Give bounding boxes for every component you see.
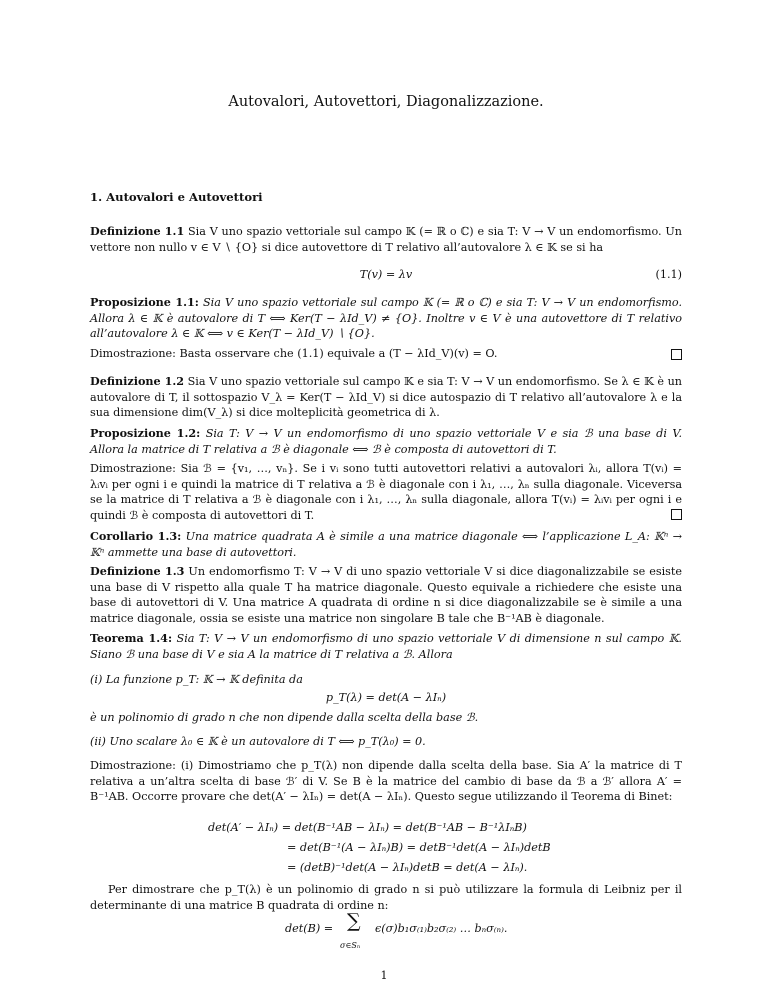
theorem-item-i: (i) La funzione p_T: 𝕂 → 𝕂 definita da — [90, 673, 303, 686]
theorem-1-4 — [90, 631, 682, 662]
summation-symbol: ∑ — [347, 910, 361, 932]
definition-label: Definizione 1.2 — [90, 374, 185, 388]
page-number: 1 — [380, 969, 388, 982]
equation-body: T(v) = λv — [359, 268, 413, 281]
qed-symbol — [671, 509, 682, 520]
proposition-text: Sia V uno spazio vettoriale sul campo 𝕂 (= ℝ o ℂ) e sia T: V → V un endomorfismo. Allora λ ∈ 𝕂 è autovalore di T ⟺ Ker(T − λId_V) ≠ {O}. Inoltre v ∈ V è una autovettore di T relativo all’autovalore λ ∈ 𝕂 ⟺ v ∈ Ker(T − λId_V) ∖ {O}. — [90, 296, 683, 341]
definition-text: Sia V uno spazio vettoriale sul campo 𝕂 (= ℝ o ℂ) e sia T: V → V un endomorfismo. Un vettore non nullo v ∈ V ∖ {O} si dice autovettore di T relativo all’autovalore λ ∈ 𝕂 se si ha — [90, 225, 682, 254]
leibniz-intro: Per dimostrare che p_T(λ) è un polinomio di grado n si può utilizzare la formula di Leibniz per il determinante di una matrice B quadrata di ordine n: — [90, 883, 682, 912]
leibniz-rhs: ϵ(σ)b₁σ₍₁₎b₂σ₍₂₎ … bₙσ₍ₙ₎. — [375, 922, 508, 935]
binet-line-3: = (detB)⁻¹det(A − λIₙ)detB = det(A − λIₙ). — [287, 861, 528, 874]
equation-1-1 — [90, 267, 682, 283]
theorem-item-i-continued: è un polinomio di grado n che non dipende dalla scelta della base ℬ. — [90, 711, 479, 724]
theorem-text: Sia T: V → V un endomorfismo di uno spazio vettoriale V di dimensione n sul campo 𝕂. Siano ℬ una base di V e sia A la matrice di T relativa a ℬ. Allora — [90, 632, 682, 661]
corollary-label: Corollario 1.3: — [90, 529, 182, 543]
proposition-1-1 — [90, 295, 682, 342]
qed-symbol — [671, 349, 682, 360]
binet-line-2: = det(B⁻¹(A − λIₙ)B) = detB⁻¹det(A − λIₙ)detB — [287, 841, 551, 854]
proposition-text: Sia T: V → V un endomorfismo di uno spazio vettoriale V e sia ℬ una base di V. Allora la matrice di T relativa a ℬ è diagonale ⟺ ℬ è composta di autovettori di T. — [90, 427, 683, 456]
proposition-1-2 — [90, 426, 682, 457]
theorem-item-i-equation: p_T(λ) = det(A − λIₙ) — [325, 691, 447, 704]
definition-label: Definizione 1.3 — [90, 564, 185, 578]
proposition-label: Proposizione 1.2: — [90, 426, 201, 440]
proof-text: Dimostrazione: Basta osservare che (1.1) equivale a (T − λId_V)(v) = O. — [90, 347, 498, 360]
proof-1-4: Dimostrazione: (i) Dimostriamo che p_T(λ) non dipende dalla scelta della base. Sia A′ la matrice di T relativa a un’altra scelta di base ℬ′ di V. Se B è la matrice del cambio di base da ℬ a ℬ′ allora A′ = B⁻¹AB. Occorre provare che det(A′ − λIₙ) = det(A − λIₙ). Questo segue utilizzando il Teorema di Binet: — [90, 759, 682, 804]
definition-1-1 — [90, 224, 682, 255]
proof-1-2 — [90, 461, 682, 523]
corollary-text: Una matrice quadrata A è simile a una matrice diagonale ⟺ l’applicazione L_A: 𝕂ⁿ → 𝕂ⁿ ammette una base di autovettori. — [90, 530, 682, 559]
definition-1-3 — [90, 564, 682, 626]
corollary-1-3 — [90, 529, 682, 560]
definition-1-2 — [90, 374, 682, 421]
definition-text: Un endomorfismo T: V → V di uno spazio vettoriale V si dice diagonalizzabile se esiste una base di V rispetto alla quale T ha matrice diagonale. Questo equivale a richiedere che esiste una base di autovettori di V. Una matrice A quadrata di ordine n si dice diagonalizzabile se è simile a una matrice diagonale, ossia se esiste una matrice non singolare B tale che B⁻¹AB è diagonale. — [90, 565, 683, 625]
proposition-label: Proposizione 1.1: — [90, 295, 199, 309]
section-heading: 1. Autovalori e Autovettori — [90, 190, 263, 204]
theorem-item-ii: (ii) Uno scalare λ₀ ∈ 𝕂 è un autovalore di T ⟺ p_T(λ₀) = 0. — [90, 735, 426, 748]
equation-number: (1.1) — [655, 268, 682, 281]
proof-text: Dimostrazione: Sia ℬ = {v₁, …, vₙ}. Se i vᵢ sono tutti autovettori relativi a autovalori λᵢ, allora T(vᵢ) = λᵢvᵢ per ogni i e quindi la matrice di T relativa a ℬ è diagonale con i λ₁, …, λₙ sulla diagonale. Viceversa se la matrice di T relativa a ℬ è diagonale con i λ₁, …, λₙ sulla diagonale, allora T(vᵢ) = λᵢvᵢ per ogni i e quindi ℬ è composta di autovettori di T. — [90, 462, 682, 522]
definition-text: Sia V uno spazio vettoriale sul campo 𝕂 e sia T: V → V un endomorfismo. Se λ ∈ 𝕂 è un autovalore di T, il sottospazio V_λ = Ker(T − λId_V) si dice autospazio di T relativo all’autovalore λ e la sua dimensione dim(V_λ) si dice molteplicità geometrica di λ. — [90, 375, 683, 420]
binet-line-1: det(A′ − λIₙ) = det(B⁻¹AB − λIₙ) = det(B⁻¹AB − B⁻¹λIₙB) — [208, 821, 527, 834]
leibniz-formula — [285, 910, 645, 950]
proof-1-1 — [90, 346, 682, 362]
summation-index: σ∈Sₙ — [340, 941, 361, 950]
theorem-label: Teorema 1.4: — [90, 631, 173, 645]
definition-label: Definizione 1.1 — [90, 224, 185, 238]
document-title: Autovalori, Autovettori, Diagonalizzazione. — [228, 94, 544, 110]
leibniz-lhs: det(B) = — [285, 922, 334, 935]
